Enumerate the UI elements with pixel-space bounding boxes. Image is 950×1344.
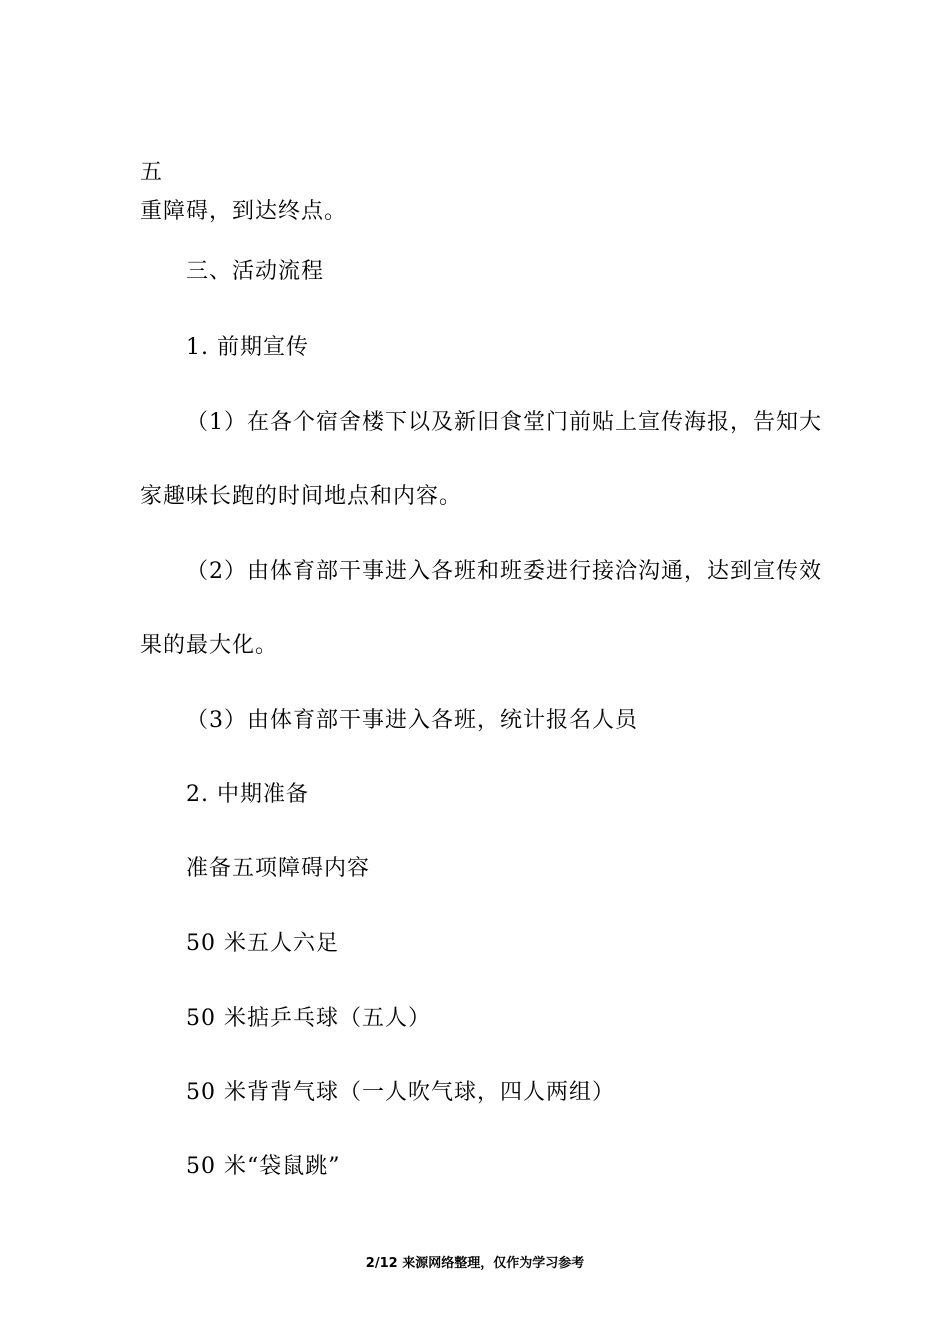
text-line: 果的最大化。: [140, 633, 279, 658]
text-line: 五: [140, 160, 164, 185]
text-line: 重障碍，到达终点。: [140, 199, 348, 224]
text-line: 准备五项障碍内容: [186, 856, 371, 881]
section-heading: 三、活动流程: [186, 259, 325, 284]
list-item: 50 米掂乒乓球（五人）: [186, 1006, 431, 1031]
list-item: 50 米背背气球（一人吹气球，四人两组）: [186, 1080, 615, 1105]
subsection-heading: 2. 中期准备: [186, 782, 309, 807]
list-item: 50 米五人六足: [186, 931, 339, 956]
list-item: 50 米“袋鼠跳”: [186, 1154, 341, 1179]
page-footer: 2/12 来源网络整理，仅作为学习参考: [365, 1256, 585, 1271]
text-line: 家趣味长跑的时间地点和内容。: [140, 484, 463, 509]
text-line: （1）在各个宿舍楼下以及新旧食堂门前贴上宣传海报，告知大: [186, 410, 822, 435]
subsection-heading: 1. 前期宣传: [186, 335, 309, 360]
text-line: （2）由体育部干事进入各班和班委进行接洽沟通，达到宣传效: [186, 559, 822, 584]
text-line: （3）由体育部干事进入各班，统计报名人员: [186, 708, 638, 733]
